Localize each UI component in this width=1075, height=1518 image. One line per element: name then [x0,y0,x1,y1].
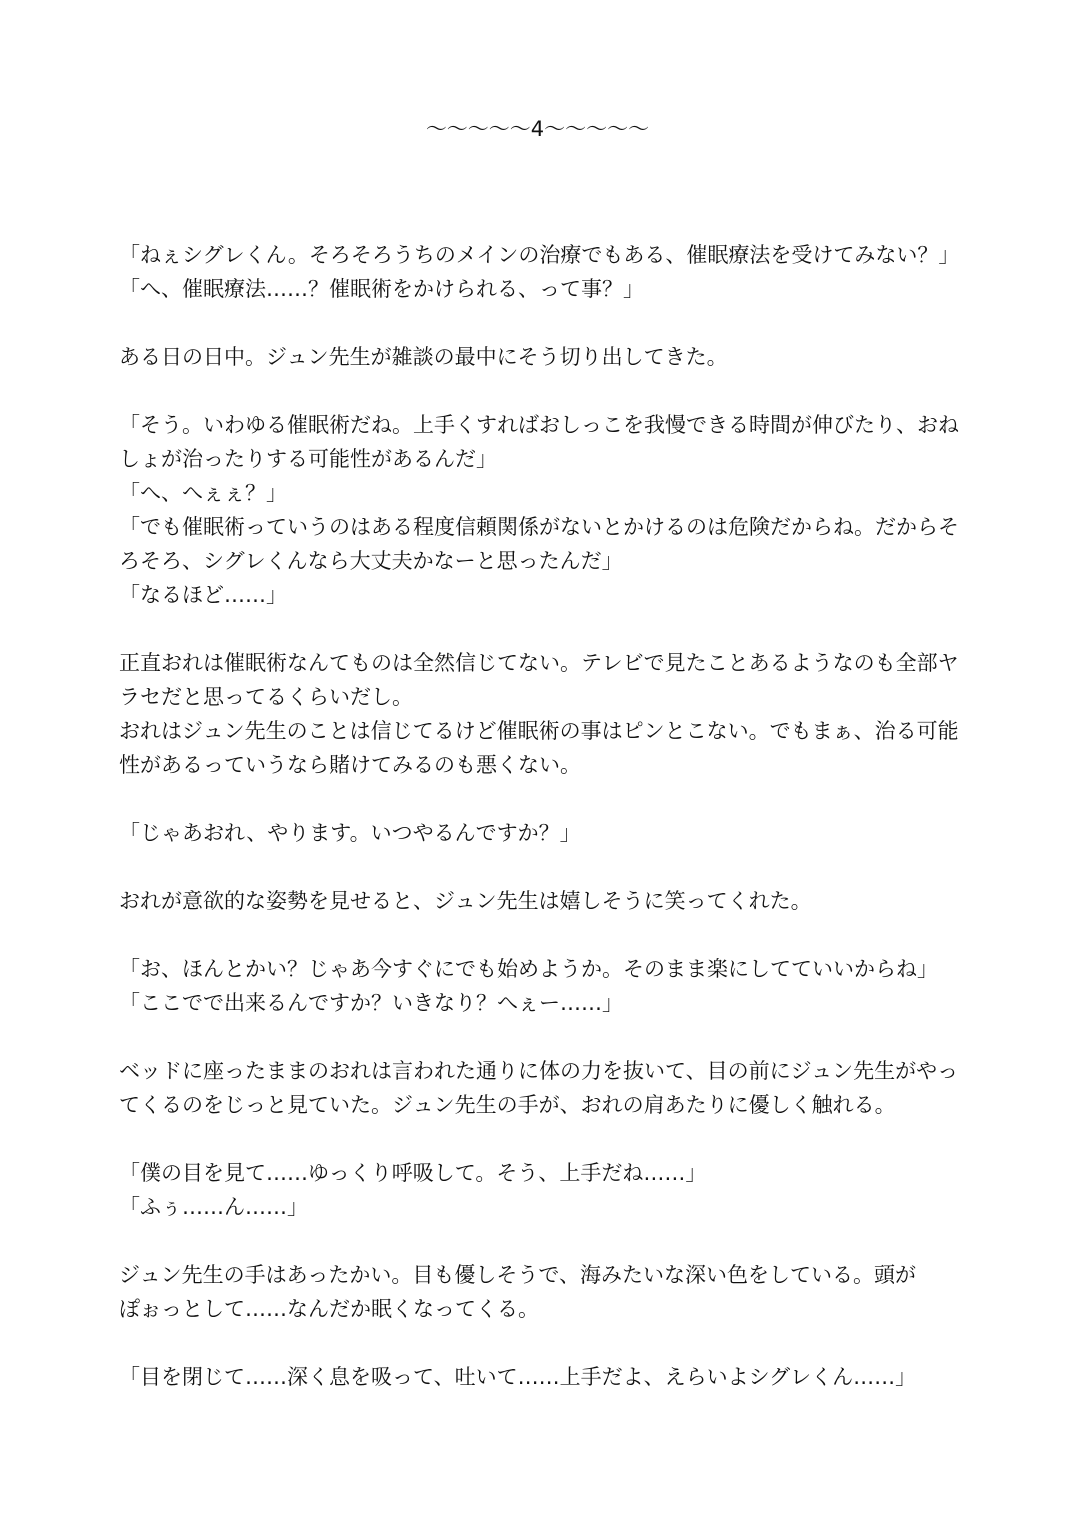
text-line: おれはジュン先生のことは信じてるけど催眠術の事はピンとこない。でもまぁ、治る可能 [119,719,959,743]
paragraph-gap [119,612,959,646]
text-line: 「僕の目を見て……ゆっくり呼吸して。そう、上手だね……」 [119,1161,707,1185]
chapter-heading: 〜〜〜〜〜4〜〜〜〜〜 [425,117,650,141]
text-line: てくるのをじっと見ていた。ジュン先生の手が、おれの肩あたりに優しく触れる。 [119,1093,896,1117]
paragraph-gap [119,782,959,816]
text-line: 「じゃあおれ、やります。いつやるんですか？」 [119,821,581,845]
text-line: 「そう。いわゆる催眠術だね。上手くすればおしっこを我慢できる時間が伸びたり、おね [119,413,959,437]
text-line: しょが治ったりする可能性があるんだ」 [119,447,497,471]
paragraph-gap [119,1122,959,1156]
text-line: ある日の日中。ジュン先生が雑談の最中にそう切り出してきた。 [119,345,728,369]
text-line: ジュン先生の手はあったかい。目も優しそうで、海みたいな深い色をしている。頭が [119,1263,916,1287]
text-line: ラセだと思ってるくらいだし。 [119,685,413,709]
text-line: ぽぉっとして……なんだか眠くなってくる。 [119,1297,539,1321]
paragraph-gap [119,1020,959,1054]
text-line: 「ここでで出来るんですか？いきなり？へぇー……」 [119,991,623,1015]
paragraph-gap [119,918,959,952]
text-line: 「でも催眠術っていうのはある程度信頼関係がないとかけるのは危険だからね。だからそ [119,515,959,539]
text-line: 「お、ほんとかい？じゃあ今すぐにでも始めようか。そのまま楽にしてていいからね」 [119,957,938,981]
text-line: 「目を閉じて……深く息を吸って、吐いて……上手だよ、えらいよシグレくん……」 [119,1365,917,1389]
text-line: 性があるっていうなら賭けてみるのも悪くない。 [119,753,581,777]
paragraph-gap [119,1326,959,1360]
text-line: ベッドに座ったままのおれは言われた通りに体の力を抜いて、目の前にジュン先生がやっ [119,1059,959,1083]
text-line: 「ふぅ……ん……」 [119,1195,308,1219]
story-body [119,238,959,1394]
paragraph-gap [119,1224,959,1258]
text-line: 正直おれは催眠術なんてものは全然信じてない。テレビで見たことあるようなのも全部ヤ [119,651,959,675]
paragraph-gap [119,374,959,408]
paragraph-gap [119,306,959,340]
text-line: おれが意欲的な姿勢を見せると、ジュン先生は嬉しそうに笑ってくれた。 [119,889,812,913]
text-line: 「へ、催眠療法……？催眠術をかけられる、って事？」 [119,277,644,301]
paragraph-gap [119,850,959,884]
text-line: 「なるほど……」 [119,583,287,607]
text-line: 「へ、へぇぇ？」 [119,481,287,505]
text-line: 「ねぇシグレくん。そろそろうちのメインの治療でもある、催眠療法を受けてみない？」 [119,243,960,267]
text-line: ろそろ、シグレくんなら大丈夫かなーと思ったんだ」 [119,549,623,573]
